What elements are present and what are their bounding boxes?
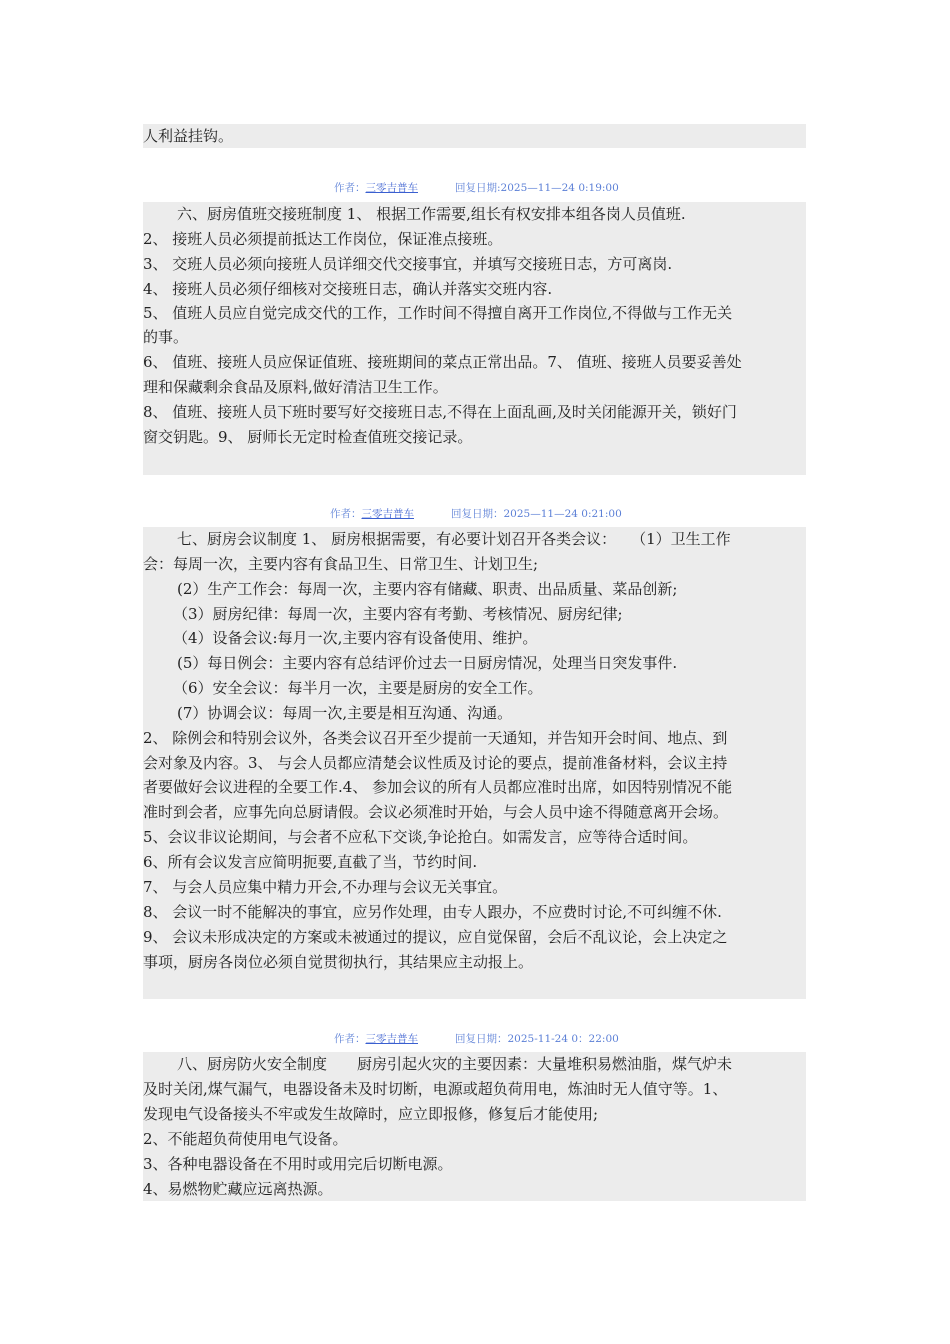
reply-date: 回复日期：2025-11-24 0：22:00 xyxy=(455,1033,619,1045)
text-line: 7、 与会人员应集中精力开会,不办理与会议无关事宜。 xyxy=(143,878,508,896)
text-line: 5、会议非议论期间，与会者不应私下交谈,争论抢白。如需发言，应等待合适时间。 xyxy=(143,828,698,846)
author-info xyxy=(334,181,418,195)
text-line: 理和保藏剩余食品及原料,做好清洁卫生工作。 xyxy=(143,378,448,396)
text-line: 事项，厨房各岗位必须自觉贯彻执行，其结果应主动报上。 xyxy=(143,953,534,971)
text-line: 发现电气设备接头不牢或发生故障时，应立即报修，修复后才能使用; xyxy=(143,1105,599,1123)
text-line: 9、 会议未形成决定的方案或未被通过的提议，应自觉保留，会后不乱议论，会上决定之 xyxy=(143,928,728,946)
author-link[interactable]: 三零吉普车 xyxy=(361,508,414,520)
author-label: 作者： xyxy=(334,1033,366,1045)
text-line: 准时到会者，应事先向总厨请假。会议必须准时开始，与会人员中途不得随意离开会场。 xyxy=(143,803,729,821)
author-info xyxy=(330,507,414,521)
text-line: （6）安全会议：每半月一次，主要是厨房的安全工作。 xyxy=(173,679,543,697)
text-line: 3、各种电器设备在不用时或用完后切断电源。 xyxy=(143,1155,453,1173)
text-line: 8、 会议一时不能解决的事宜，应另作处理，由专人跟办，不应费时讨论,不可纠缠不休. xyxy=(143,903,722,921)
text-line: 的事。 xyxy=(143,328,189,346)
reply-date: 回复日期：2025—11—24 0:21:00 xyxy=(451,508,622,520)
author-info xyxy=(334,1032,418,1046)
text-line: 3、 交班人员必须向接班人员详细交代交接事宜，并填写交接班日志，方可离岗. xyxy=(143,255,673,273)
text-line: 4、易燃物贮藏应远离热源。 xyxy=(143,1180,333,1198)
text-line: 八、厨房防火安全制度 厨房引起火灾的主要因素：大量堆积易燃油脂，煤气炉未 xyxy=(177,1055,733,1073)
text-line: （3）厨房纪律：每周一次，主要内容有考勤、考核情况、厨房纪律; xyxy=(173,605,623,623)
text-line: 2、不能超负荷使用电气设备。 xyxy=(143,1130,348,1148)
author-link[interactable]: 三零吉普车 xyxy=(365,1033,418,1045)
text-line: （4）设备会议:每月一次,主要内容有设备使用、维护。 xyxy=(173,629,538,647)
reply-date: 回复日期:2025—11—24 0:19:00 xyxy=(455,182,619,194)
text-line: (7）协调会议：每周一次,主要是相互沟通、沟通。 xyxy=(177,704,513,722)
text-line: 者要做好会议进程的全要工作.4、 参加会议的所有人员都应准时出席，如因特别情况不能 xyxy=(143,778,733,796)
text-line: 5、 值班人员应自觉完成交代的工作，工作时间不得擅自离开工作岗位,不得做与工作无关 xyxy=(143,304,733,322)
text-line: 七、厨房会议制度 1、 厨房根据需要，有必要计划召开各类会议： （1）卫生工作 xyxy=(177,530,731,548)
text-line: 6、 值班、接班人员应保证值班、接班期间的菜点正常出品。7、 值班、接班人员要妥善处 xyxy=(143,353,742,371)
post-block-3 xyxy=(143,1052,806,1201)
text-line: (2）生产工作会：每周一次，主要内容有储藏、职责、出品质量、菜品创新; xyxy=(177,580,678,598)
text-line: 2、 接班人员必须提前抵达工作岗位，保证准点接班。 xyxy=(143,230,503,248)
text-line: 会：每周一次，主要内容有食品卫生、日常卫生、计划卫生; xyxy=(143,555,539,573)
text-line: 人利益挂钩。 xyxy=(143,127,234,145)
text-line: (5）每日例会：主要内容有总结评价过去一日厨房情况，处理当日突发事件. xyxy=(177,654,678,672)
text-line: 2、 除例会和特别会议外，各类会议召开至少提前一天通知，并告知开会时间、地点、到 xyxy=(143,729,728,747)
text-line: 六、厨房值班交接班制度 1、 根据工作需要,组长有权安排本组各岗人员值班. xyxy=(177,205,686,223)
text-line: 8、 值班、接班人员下班时要写好交接班日志,不得在上面乱画,及时关闭能源开关，锁好门 xyxy=(143,403,737,421)
post-block-1 xyxy=(143,202,806,475)
text-line: 6、所有会议发言应简明扼要,直截了当，节约时间. xyxy=(143,853,478,871)
text-line: 4、 接班人员必须仔细核对交接班日志，确认并落实交班内容. xyxy=(143,280,553,298)
text-line: 会对象及内容。3、 与会人员都应清楚会议性质及讨论的要点，提前准备材料，会议主持 xyxy=(143,754,728,772)
author-label: 作者： xyxy=(330,508,362,520)
author-label: 作者： xyxy=(334,182,366,194)
post-block-2 xyxy=(143,527,806,999)
text-line: 及时关闭,煤气漏气，电器设备未及时切断，电源或超负荷用电，炼油时无人值守等。1、 xyxy=(143,1080,728,1098)
author-link[interactable]: 三零吉普车 xyxy=(365,182,418,194)
text-line: 窗交钥匙。9、 厨师长无定时检查值班交接记录。 xyxy=(143,428,473,446)
post-block-0 xyxy=(143,124,806,148)
